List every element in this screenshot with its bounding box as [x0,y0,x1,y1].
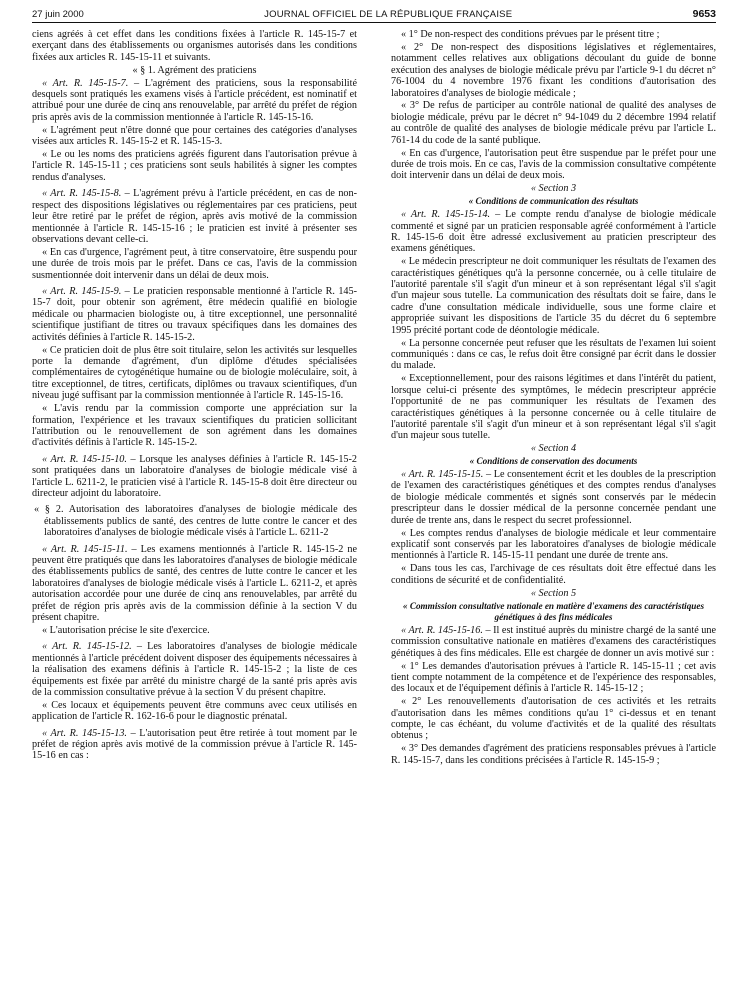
paragraph [391,743,716,766]
paragraph-text: – L'autorisation peut être retirée à tout moment par le préfet de région après avis motivé de la commission prévue à l'article R. 145-15-16 en cas : [32,727,357,762]
paragraph [391,469,716,526]
paragraph-text: « La personne concernée peut refuser que les résultats de l'examen lui soient communiqués : dans ce cas, le refus doit être consigné par écrit dans le dossier du malade. [391,337,716,372]
paragraph [32,286,357,343]
paragraph [32,625,357,636]
paragraph [32,504,357,538]
article-reference: « Art. R. 145-15-7. [42,77,129,89]
paragraph [32,125,357,148]
article-reference: « Art. R. 145-15-8. [42,188,122,200]
paragraph-text: « Section 5 [530,587,577,599]
paragraph-text: « 1° De non-respect des conditions prévues par le présent titre ; [401,29,660,40]
paragraph [391,601,716,624]
paragraph [391,563,716,586]
paragraph-text: « Section 3 [530,183,577,195]
header-date: 27 juin 2000 [32,9,84,20]
paragraph-text: « 3° Des demandes d'agrément des praticiens responsables prévues à l'article R. 145-15-7, dans les conditions précisées à l'article R. 145-15-9 ; [391,743,716,766]
paragraph-text: « Ce praticien doit de plus être soit titulaire, selon les activités sur lesquelles porte la demande d'agrément, d'un diplôme d'études spécialisées complémentaires de cytogénétique humaine ou de biologie moléculaire, soit, à titre exceptionnel, de titres, certificats, diplômes ou travaux scientifiques, d'un niveau jugé suffisant par la commission mentionnée à l'article R. 145-15-16. [32,344,357,402]
paragraph-text: « En cas d'urgence, l'autorisation peut être suspendue par le préfet pour une durée de trois mois. En ce cas, l'avis de la commission consultative compétente doit intervenir dans un délai de deux mois. [391,147,716,182]
paragraph [391,42,716,99]
left-column [32,29,357,768]
paragraph-text: « § 2. Autorisation des laboratoires d'analyses de biologie médicale des établissements publics de santé, des centres de lutte contre le cancer et des laboratoires d'analyses de biologie médicale visés à l'article L. 6211-2 [34,504,357,539]
paragraph [32,454,357,500]
paragraph [391,209,716,255]
paragraph [32,78,357,124]
paragraph-text: « Ces locaux et équipements peuvent être communs avec ceux utilisés en application de l'article R. 162-16-6 pour le diagnostic prénatal. [32,699,357,723]
paragraph [391,661,716,695]
paragraph-text: « 1° Les demandes d'autorisation prévues à l'article R. 145-15-11 ; cet avis tient compte notamment de la compétence et de l'expérience des responsables, des locaux et de l'équipement définis à l'article R. 145-15-12 ; [391,660,716,695]
paragraph [32,641,357,698]
paragraph [391,256,716,336]
page-number: 9653 [692,8,716,20]
paragraph [391,373,716,441]
paragraph-text: « Exceptionnellement, pour des raisons légitimes et dans l'intérêt du patient, lorsque celui-ci présente des symptômes, le médecin prescripteur apprécie l'opportunité de ne pas communiquer les résultats de l'examen des caractéristiques génétiques à la personne concernée ou à celle titulaire de l'autorité parentale s'il s'agit d'un mineur et à son représentant légal s'il s'agit d'un majeur sous tutelle. [391,373,716,442]
paragraph [391,338,716,372]
paragraph [32,29,357,63]
paragraph [391,443,716,454]
paragraph [391,625,716,659]
header-title: JOURNAL OFFICIEL DE LA RÉPUBLIQUE FRANÇAISE [264,9,513,20]
paragraph-text: « § 1. Agrément des praticiens [132,64,257,76]
paragraph-text: ciens agréés à cet effet dans les conditions fixées à l'article R. 145-15-7 et exerçant dans des établissements ou organismes autorisés dans les conditions fixées aux articles R. 145-15-11 et suivants. [32,29,357,63]
paragraph-text: – Le compte rendu d'analyse de biologie médicale commenté et signé par un praticien responsable agréé conformément à l'article R. 145-15-6 doit être adressé exclusivement au praticien prescripteur des examens génétiques. [391,209,717,255]
paragraph [32,247,357,281]
paragraph [32,728,357,762]
paragraph-text: « 2° De non-respect des dispositions législatives et réglementaires, notamment celles relatives aux obligations découlant du guide de bonne exécution des analyses de biologie médicale prévu par l'article 9-1 du décret n° 76-1004 du 4 novembre 1976 fixant les conditions d'autorisation des laboratoires d'analyses de biologie médicale ; [391,41,716,99]
right-column [391,29,716,768]
paragraph-text: – Le consentement écrit et les doubles de la prescription de l'examen des caractéristiques génétiques et des comptes rendus d'analyses de biologie médicale commentés et signés sont conservés par le médecin prescripteur dans le dossier médical de la personne concernée pendant une durée de trente ans, dans le respect du secret professionnel. [391,469,717,526]
paragraph-text: « L'agrément peut n'être donné que pour certaines des catégories d'analyses visées aux articles R. 145-15-2 et R. 145-15-3. [32,124,357,148]
text-columns [24,29,724,768]
paragraph-text: – Les examens mentionnés à l'article R. 145-15-2 ne peuvent être pratiqués que dans les laboratoires d'analyses de biologie médicale des établissements publics de santé, des centres de lutte contre le cancer et les laboratoires d'analyses de biologie médicale visés à l'article L. 6211-2, et après autorisation accordée pour une durée de cinq ans renouvelables, par arrêté du préfet de région pris après avis de la commission définie à la section V du présent chapitre. [32,543,357,623]
paragraph-text: « En cas d'urgence, l'agrément peut, à titre conservatoire, être suspendu pour une durée de trois mois par le préfet. Dans ce cas, l'avis de la commission susmentionnée doit intervenir dans un délai de deux mois. [32,246,357,281]
paragraph [391,29,716,40]
paragraph [391,696,716,742]
article-reference: « Art. R. 145-15-15. [401,469,484,481]
paragraph-text: – Le praticien responsable mentionné à l'article R. 145-15-7 doit, pour obtenir son agrément, être médecin qualifié en biologie médicale ou pharmacien biologiste ou, à titre exceptionnel, une personnalité scientifique justifiant de titres ou travaux spécifiques dans les domaines des activités définies à l'article R. 145-15-2. [32,286,357,343]
paragraph [32,403,357,449]
article-reference: « Art. R. 145-15-9. [42,286,122,298]
paragraph [391,588,716,599]
article-reference: « Art. R. 145-15-16. [401,624,483,636]
paragraph-text: « Commission consultative nationale en matière d'examens des caractéristiques génétiques à des fins médicales [402,600,705,622]
paragraph-text: « 3° De refus de participer au contrôle national de qualité des analyses de biologie médicale, prévu par le décret n° 94-1049 du 2 décembre 1994 relatif au contrôle de qualité des analyses de biologie médicale prévu par l'article L. 761-14 du code de la santé publique. [391,100,716,146]
paragraph [391,183,716,194]
paragraph-text: – Il est institué auprès du ministre chargé de la santé une commission consultative nationale en matières d'examens des caractéristiques génétiques à des fins médicales. Elle est chargée de donner un avis motivé sur : [391,624,716,659]
paragraph-text: « Dans tous les cas, l'archivage de ces résultats doit être effectué dans les conditions de sécurité et de confidentialité. [391,563,716,586]
paragraph [391,100,716,146]
paragraph [32,188,357,245]
paragraph [32,544,357,624]
paragraph-text: « L'autorisation précise le site d'exercice. [42,624,210,636]
paragraph [32,700,357,723]
paragraph [32,345,357,402]
paragraph-text: « Conditions de communication des résultats [468,196,639,207]
article-reference: « Art. R. 145-15-10. [42,453,127,465]
paragraph [391,148,716,182]
paragraph-text: – L'agrément prévu à l'article précédent, en cas de non-respect des dispositions législatives ou réglementaires par ces praticiens, peut leur être retiré par le préfet de région, après avis motivé de la commission mentionnée à l'article R. 145-15-16 ; le praticien est invité à présenter ses observations devant celle-ci. [32,188,358,245]
paragraph-text: – Les laboratoires d'analyses de biologie médicale mentionnés à l'article précédent doivent disposer des équipements nécessaires à la réalisation des examens définis à l'article R. 145-15-2 ; la liste de ces équipements est fixée par arrêté du ministre chargé de la santé pris après avis de la commission consultative prévue à la section V du présent chapitre. [32,641,357,698]
article-reference: « Art. R. 145-15-13. [42,727,127,739]
paragraph [391,456,716,467]
page-header [32,8,716,23]
paragraph-text: « Conditions de conservation des documents [469,456,638,467]
paragraph-text: « Les comptes rendus d'analyses de biologie médicale et leur commentaire explicatif sont conservés par les laboratoires d'analyses de biologie médicale mentionnés à l'article R. 145-15-11 pendant une durée de trente ans. [391,527,716,562]
paragraph-text: – L'agrément des praticiens, sous la responsabilité desquels sont pratiqués les examens visés à l'article précédent, est nominatif et attribué pour une durée de cinq ans renouvelable, par arrêté du préfet de région pris après avis de la commission mentionnée à l'article R. 145-15-16. [32,77,357,123]
paragraph [32,65,357,76]
paragraph-text: « L'avis rendu par la commission comporte une appréciation sur la formation, l'expérience et les travaux scientifiques du praticien sollicitant l'attribution ou le renouvellement de son agrément dans les domaines d'activités définis à l'article R. 145-15-2. [32,403,357,449]
paragraph [391,196,716,207]
paragraph-text: – Lorsque les analyses définies à l'article R. 145-15-2 sont pratiquées dans un laboratoire d'analyses de biologie médicale visé à l'article L. 6211-2, le praticien visé à l'article R. 145-15-8 doit être directeur ou directeur adjoint du laboratoire. [32,453,357,499]
paragraph [32,149,357,183]
article-reference: « Art. R. 145-15-12. [42,641,132,653]
paragraph-text: « Section 4 [530,443,577,455]
paragraph-text: « Le ou les noms des praticiens agréés figurent dans l'autorisation prévue à l'article R. 145-15-11 ; ces praticiens sont seuls habilités à signer les comptes rendus d'analyses. [32,149,357,183]
paragraph-text: « 2° Les renouvellements d'autorisation de ces activités et les retraits d'autorisation dans les mêmes conditions qu'au 1° ci-dessus et en tenant compte, le cas échéant, du volume d'activités et de la qualité des résultats obtenus ; [391,696,716,742]
article-reference: « Art. R. 145-15-11. [42,543,128,555]
paragraph-text: « Le médecin prescripteur ne doit communiquer les résultats de l'examen des caractéristiques génétiques qu'à la personne concernée, ou à celle titulaire de l'autorité parentale s'il s'agit d'un mineur et à son représentant légal s'il s'agit d'un majeur sous tutelle. La communication des résultats doit se faire, dans le cadre d'une consultation médicale individuelle, sous une forme claire et appropriée suivant les dispositions de l'article 35 du décret du 6 septembre 1995 précité portant code de déontologie médicale. [391,256,716,336]
article-reference: « Art. R. 145-15-14. [401,209,491,221]
paragraph [391,528,716,562]
